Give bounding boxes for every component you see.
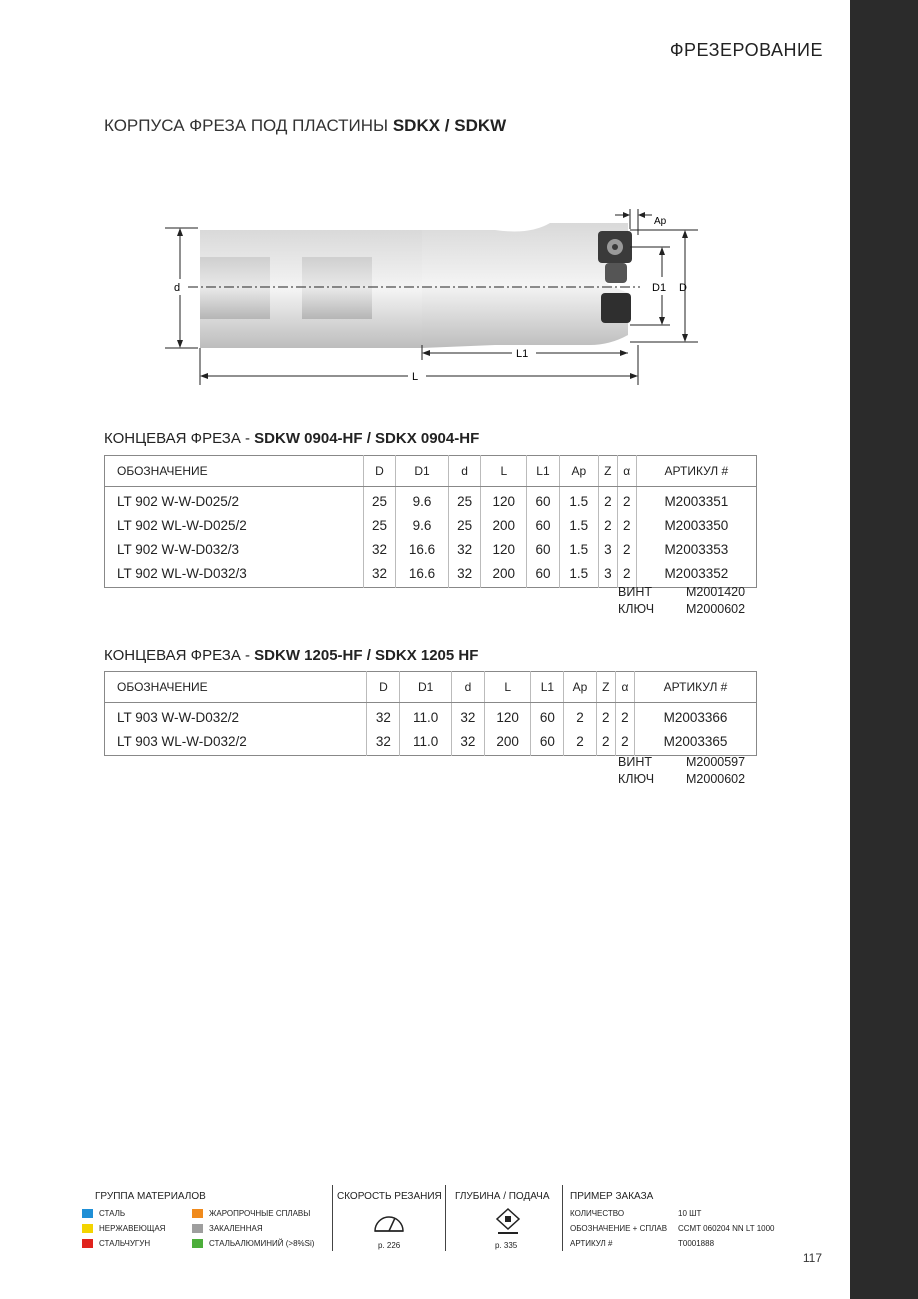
screw-label: ВИНТ [618, 585, 652, 599]
table-cell: 2 [596, 729, 615, 756]
table-cell: 60 [531, 703, 564, 730]
table-cell: M2003350 [636, 513, 756, 537]
column-header: ОБОЗНАЧЕНИЕ [105, 672, 367, 703]
label-Ap: Ap [654, 216, 667, 227]
column-header: ОБОЗНАЧЕНИЕ [105, 456, 364, 487]
column-header: АРТИКУЛ # [635, 672, 757, 703]
table-cell: 2 [598, 513, 617, 537]
table2-title: КОНЦЕВАЯ ФРЕЗА - SDKW 1205-HF / SDKX 1205 HF [104, 647, 479, 664]
table-cell: LT 902 W-W-D025/2 [117, 493, 240, 509]
table-row [105, 513, 757, 537]
table-cell: LT 902 WL-W-D032/3 [117, 565, 247, 581]
table-cell: 120 [481, 537, 527, 561]
table-cell: 1.5 [559, 561, 598, 588]
table-cell: 25 [448, 487, 480, 514]
material-steel: СТАЛЬ [82, 1209, 125, 1218]
label-L1: L1 [516, 348, 529, 360]
table-cell: 11.0 [400, 703, 452, 730]
table-cell: 32 [367, 703, 400, 730]
column-header: D [363, 456, 395, 487]
table-cell: 32 [363, 537, 395, 561]
table-cell: 60 [527, 513, 559, 537]
table-cell: 25 [363, 513, 395, 537]
material-heat-resistant: ЖАРОПРОЧНЫЕ СПЛАВЫ [192, 1209, 310, 1218]
table-row [105, 561, 757, 588]
table-cell: 2 [564, 703, 596, 730]
table-cell: 1.5 [559, 537, 598, 561]
table-cell: 32 [448, 561, 480, 588]
table-cell: 2 [615, 703, 634, 730]
order-article-value: T0001888 [678, 1239, 715, 1248]
table-row [105, 729, 757, 756]
side-bar [850, 0, 918, 1299]
order-qty-value: 10 ШТ [678, 1209, 702, 1218]
table-cell: 25 [363, 487, 395, 514]
cutting-speed-icon [372, 1209, 406, 1235]
table-cell: 2 [596, 703, 615, 730]
column-header: Z [598, 456, 617, 487]
table-cell: 60 [527, 487, 559, 514]
table-cell: 2 [615, 729, 634, 756]
material-stainless: НЕРЖАВЕЮЩАЯ [82, 1224, 165, 1233]
label-D: D [679, 282, 687, 294]
table-cell: LT 902 WL-W-D025/2 [117, 517, 247, 533]
table-cell: 60 [527, 537, 559, 561]
screw-code: M2000597 [686, 755, 746, 769]
footer-legend [80, 1185, 800, 1255]
table-cell: 32 [448, 537, 480, 561]
table-cell: 32 [451, 729, 484, 756]
table-cell: 60 [527, 561, 559, 588]
column-header: α [615, 672, 634, 703]
depth-page: p. 335 [495, 1241, 518, 1250]
screw-code: M2001420 [686, 585, 746, 599]
table-cell: 2 [617, 513, 636, 537]
table-cell: LT 903 WL-W-D032/2 [117, 733, 247, 749]
table-cell: 16.6 [396, 561, 449, 588]
speed-page: p. 226 [378, 1241, 401, 1250]
materials-title: ГРУППА МАТЕРИАЛОВ [95, 1191, 206, 1202]
table-cell: LT 903 W-W-D032/2 [117, 709, 240, 725]
table-cell: 1.5 [559, 487, 598, 514]
label-D1: D1 [652, 282, 667, 294]
table-cell: 120 [481, 487, 527, 514]
column-header: D1 [396, 456, 449, 487]
table-cell: M2003353 [636, 537, 756, 561]
column-header: L1 [527, 456, 559, 487]
key-code: M2000602 [686, 602, 746, 616]
table-cell: 1.5 [559, 513, 598, 537]
table1-header [105, 456, 757, 487]
order-article-label: АРТИКУЛ # [570, 1239, 613, 1248]
table-cell: 11.0 [400, 729, 452, 756]
table-cell: 3 [598, 561, 617, 588]
table-cell: 200 [481, 513, 527, 537]
table-row [105, 703, 757, 730]
table-cell: 2 [617, 537, 636, 561]
table2-header [105, 672, 757, 703]
table-cell: 2 [564, 729, 596, 756]
material-cast-iron: СТАЛЬЧУГУН [82, 1239, 150, 1248]
table1 [104, 455, 757, 588]
column-header: АРТИКУЛ # [636, 456, 756, 487]
order-code-value: CCMT 060204 NN LT 1000 [678, 1224, 775, 1233]
material-aluminium: СТАЛЬАЛЮМИНИЙ (>8%Si) [192, 1239, 314, 1248]
table-cell: 200 [481, 561, 527, 588]
column-header: d [448, 456, 480, 487]
column-header: Z [596, 672, 615, 703]
table-cell: M2003351 [636, 487, 756, 514]
table-cell: M2003366 [635, 703, 757, 730]
column-header: L1 [531, 672, 564, 703]
table1-title: КОНЦЕВАЯ ФРЕЗА - SDKW 0904-HF / SDKX 0904-HF [104, 430, 480, 447]
page-number: 117 [802, 1251, 822, 1265]
key-label: КЛЮЧ [618, 602, 655, 616]
order-qty-label: КОЛИЧЕСТВО [570, 1209, 625, 1218]
key-code: M2000602 [686, 772, 746, 786]
column-header: L [484, 672, 531, 703]
label-L: L [412, 371, 419, 383]
table-cell: LT 902 W-W-D032/3 [117, 541, 240, 557]
table-cell: 25 [448, 513, 480, 537]
column-header: D1 [400, 672, 452, 703]
column-header: D [367, 672, 400, 703]
table-cell: M2003352 [636, 561, 756, 588]
column-header: d [451, 672, 484, 703]
table-cell: 200 [484, 729, 531, 756]
material-hardened: ЗАКАЛЕННАЯ [192, 1224, 263, 1233]
column-header: Ap [564, 672, 596, 703]
column-header: α [617, 456, 636, 487]
column-header: L [481, 456, 527, 487]
table-cell: 32 [363, 561, 395, 588]
table-cell: 120 [484, 703, 531, 730]
table-cell: 3 [598, 537, 617, 561]
depth-title: ГЛУБИНА / ПОДАЧА [455, 1191, 550, 1202]
table-cell: M2003365 [635, 729, 757, 756]
table-cell: 2 [598, 487, 617, 514]
column-header: Ap [559, 456, 598, 487]
key-label: КЛЮЧ [618, 772, 655, 786]
table-cell: 2 [617, 487, 636, 514]
page-title: КОРПУСА ФРЕЗА ПОД ПЛАСТИНЫ SDKX / SDKW [104, 116, 507, 135]
table2 [104, 671, 757, 756]
table-cell: 9.6 [396, 513, 449, 537]
table-cell: 60 [531, 729, 564, 756]
table-cell: 16.6 [396, 537, 449, 561]
table-cell: 9.6 [396, 487, 449, 514]
tool-drawing [150, 195, 710, 395]
table-row [105, 487, 757, 514]
depth-feed-icon [494, 1207, 522, 1237]
screw-label: ВИНТ [618, 755, 652, 769]
section-title: ФРЕЗЕРОВАНИЕ [669, 40, 823, 60]
label-d: d [174, 282, 181, 294]
speed-title: СКОРОСТЬ РЕЗАНИЯ [337, 1191, 442, 1202]
table-row [105, 537, 757, 561]
table-cell: 32 [367, 729, 400, 756]
table-cell: 2 [617, 561, 636, 588]
table-cell: 32 [451, 703, 484, 730]
order-code-label: ОБОЗНАЧЕНИЕ + СПЛАВ [570, 1224, 668, 1233]
order-title: ПРИМЕР ЗАКАЗА [570, 1191, 654, 1202]
